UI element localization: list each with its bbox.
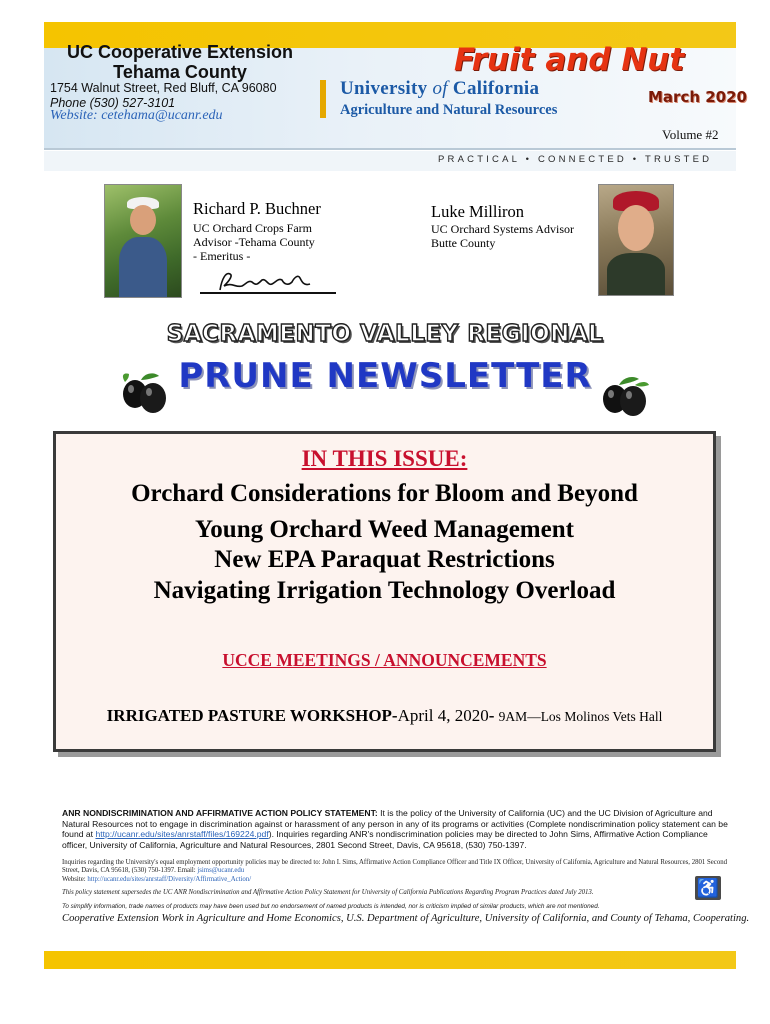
signature-line <box>200 292 336 294</box>
prune-newsletter-title: PRUNE NEWSLETTER <box>178 356 592 396</box>
uc-logo-subtitle: Agriculture and Natural Resources <box>340 102 558 118</box>
issue-month: March 2020 <box>648 88 747 106</box>
regional-title: SACRAMENTO VALLEY REGIONAL <box>166 321 604 347</box>
person-name: Luke Milliron <box>431 202 525 221</box>
policy-supersedes: This policy statement supersedes the UC ANR Nondiscrimination and Affirmative Action Policy Statement for University of California Publications Regarding Program Practices dated July 2013. <box>62 889 594 896</box>
office-address: 1754 Walnut Street, Red Bluff, CA 96080 <box>50 81 277 95</box>
buchner-photo <box>104 184 182 298</box>
inquiries-text: Inquiries regarding the University's equal employment opportunity policies may be directed to: John I. Sims, Affirmative Action Compliance Officer and Title IX Officer, University of California, Agriculture and Natural Resources, 2801 Second Street, Davis, CA 95618, (530) 750-1397. Email: <box>62 859 728 875</box>
ucce-title <box>50 42 310 82</box>
wheelchair-icon: ♿ <box>696 878 720 898</box>
uc-logo-name <box>340 78 539 100</box>
issue-article[interactable]: New EPA Paraquat Restrictions <box>214 546 555 573</box>
workshop-name: IRRIGATED PASTURE WORKSHOP- <box>106 706 398 725</box>
issue-volume: Volume #2 <box>662 127 719 142</box>
uc-logo-bar <box>320 80 326 118</box>
uc-name-of: of <box>432 78 448 99</box>
uc-name-part: University <box>340 78 433 99</box>
newsletter-title: Fruit and Nut <box>454 42 685 78</box>
office-phone: Phone (530) 527-3101 <box>50 96 176 110</box>
ucce-line2: Tehama County <box>113 62 247 82</box>
workshop-time: 9AM <box>498 709 528 724</box>
workshop-dash: - <box>488 706 499 725</box>
policy-text: ). Inquiries regarding ANR's nondiscrimination policies may be directed to John Sims, Affirmative Action Compliance officer, University of California, Agriculture and Natural Resources, 2801 Second Street, Davis, CA 95618, (530) 750-1397. <box>62 829 708 850</box>
issue-article[interactable]: Orchard Considerations for Bloom and Beyond <box>131 480 638 507</box>
policy-link[interactable]: http://ucanr.edu/sites/anrstaff/files/169224.pdf <box>95 829 269 840</box>
ucce-line1: UC Cooperative Extension <box>66 42 294 62</box>
policy-website-link[interactable]: http://ucanr.edu/sites/anrstaff/Diversity/Affirmative_Action/ <box>87 875 252 883</box>
issue-heading: IN THIS ISSUE: <box>301 446 468 471</box>
office-website[interactable]: Website: cetehama@ucanr.edu <box>50 108 223 123</box>
shirt-shape <box>607 253 665 295</box>
person-title-line: - Emeritus - <box>193 249 251 263</box>
person-title-line: UC Orchard Systems Advisor <box>431 222 574 236</box>
plum-icon <box>595 373 653 421</box>
workshop-date: April 4, 2020 <box>397 706 489 725</box>
issue-article[interactable]: Navigating Irrigation Technology Overload <box>153 577 616 604</box>
header-divider <box>44 148 736 150</box>
policy-inquiries <box>62 859 728 884</box>
trade-names-disclaimer: To simplify information, trade names of products may have been used but no endorsement of named products is intended, nor is criticism implied of similar products, which are not mentioned. <box>62 903 600 910</box>
policy-statement <box>62 808 728 850</box>
face-shape <box>130 205 156 235</box>
shirt-shape <box>119 237 167 297</box>
workshop-announcement <box>53 706 716 726</box>
policy-heading: ANR NONDISCRIMINATION AND AFFIRMATIVE ACTION POLICY STATEMENT: <box>62 808 378 818</box>
plum-icon <box>115 370 173 418</box>
meetings-heading: UCCE MEETINGS / ANNOUNCEMENTS <box>222 650 547 670</box>
face-shape <box>618 205 654 251</box>
person-name: Richard P. Buchner <box>193 199 321 218</box>
website-label: Website: <box>62 875 88 883</box>
person-title-line: Butte County <box>431 236 496 250</box>
policy-text: It is the policy of the University of California (UC) and the UC Division of Agriculture and Natural Resources not to engage in discrimination against or harassment of any person in any of its programs or activities (Complete nondiscrimination policy statement can be found at <box>62 808 728 840</box>
policy-email-link[interactable]: jsims@ucanr.edu <box>197 867 245 875</box>
uc-name-part: California <box>447 78 540 99</box>
person-title-line: UC Orchard Crops Farm <box>193 221 312 235</box>
footer-band <box>44 951 736 969</box>
milliron-photo <box>598 184 674 296</box>
workshop-place: —Los Molinos Vets Hall <box>527 709 663 724</box>
cooperative-statement: Cooperative Extension Work in Agriculture and Home Economics, U.S. Department of Agriculture, University of California, and County of Tehama, Cooperating. <box>62 913 750 924</box>
issue-article[interactable]: Young Orchard Weed Management <box>195 516 574 543</box>
tagline: PRACTICAL • CONNECTED • TRUSTED <box>438 154 713 165</box>
person-title-line: Advisor -Tehama County <box>193 235 315 249</box>
